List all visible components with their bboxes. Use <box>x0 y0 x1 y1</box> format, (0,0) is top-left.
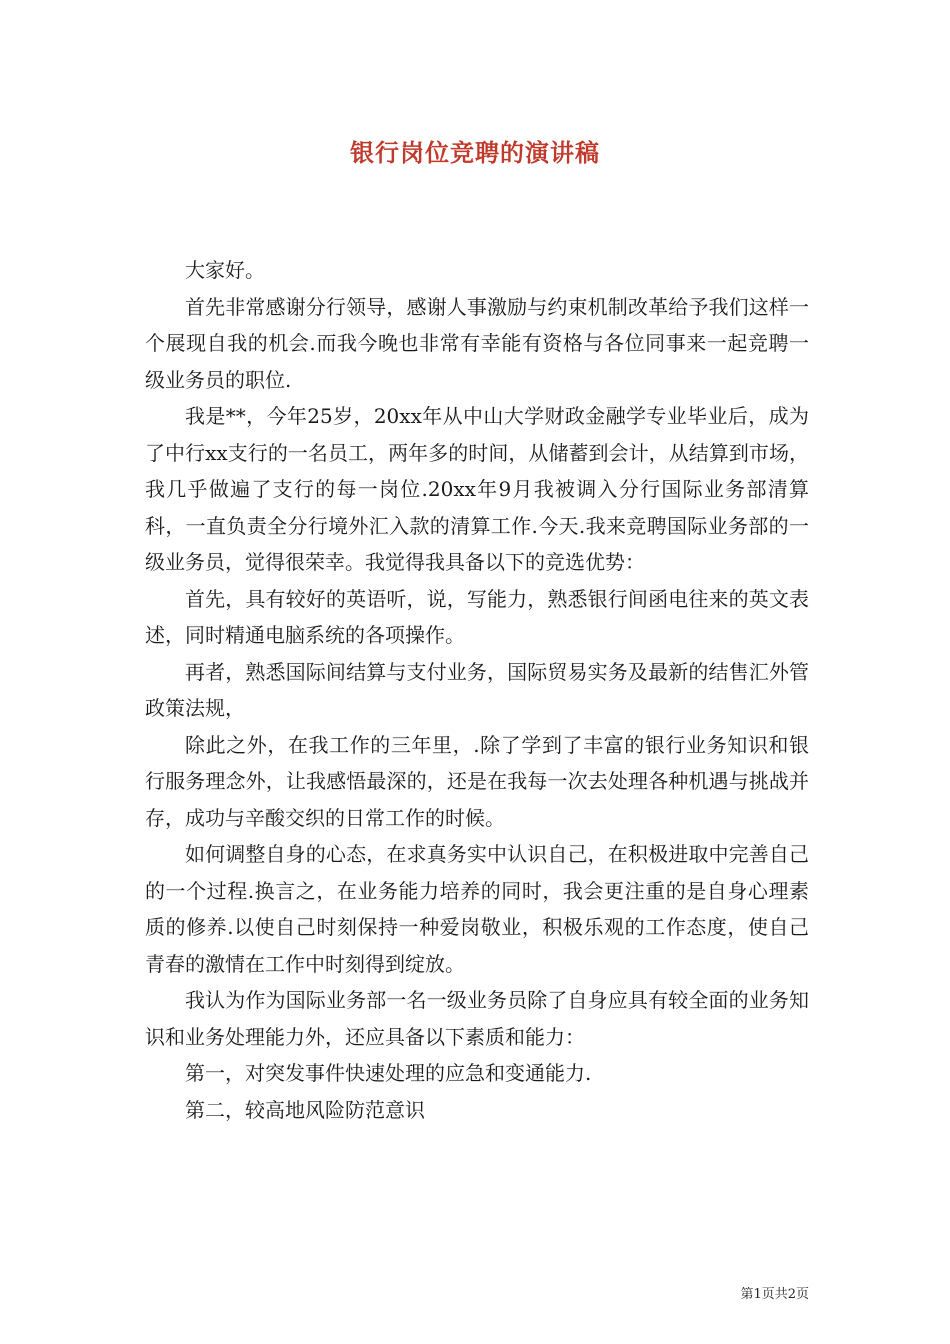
paragraph-thanks: 首先非常感谢分行领导，感谢人事激励与约束机制改革给予我们这样一个展现自我的机会.而我今晚也非常有幸能有资格与各位同事来一起竞聘一级业务员的职位. <box>145 294 809 392</box>
page-number-footer: 第1页共2页 <box>740 1287 809 1302</box>
paragraph-qualities-intro: 我认为作为国际业务部一名一级业务员除了自身应具有较全面的业务知识和业务处理能力外，还应具备以下素质和能力： <box>145 988 809 1049</box>
paragraph-advantage-business: 再者，熟悉国际间结算与支付业务，国际贸易实务及最新的结售汇外管政策法规， <box>145 659 809 720</box>
paragraph-quality-second: 第二，较高地风险防范意识 <box>185 1097 425 1122</box>
paragraph-introduction: 我是**，今年25岁，20xx年从中山大学财政金融学专业毕业后，成为了中行xx支行的一名员工，两年多的时间，从储蓄到会计，从结算到市场，我几乎做遍了支行的每一岗位.20xx年9月我被调入分行国际业务部清算科，一直负责全分行境外汇入款的清算工作.今天.我来竞聘国际业务部的一级业务员，觉得很荣幸。我觉得我具备以下的竞选优势： <box>145 404 809 574</box>
paragraph-advantage-language: 首先，具有较好的英语听，说，写能力，熟悉银行间函电往来的英文表述，同时精通电脑系统的各项操作。 <box>145 586 809 647</box>
paragraph-greeting: 大家好。 <box>185 258 265 282</box>
paragraph-experience: 除此之外，在我工作的三年里，.除了学到了丰富的银行业务知识和银行服务理念外，让我感悟最深的，还是在我每一次去处理各种机遇与挑战并存，成功与辛酸交织的日常工作的时候。 <box>145 732 809 830</box>
document-body <box>145 252 809 1128</box>
document-title: 银行岗位竞聘的演讲稿 <box>350 138 600 167</box>
paragraph-quality-first: 第一，对突发事件快速处理的应急和变通能力. <box>185 1061 592 1085</box>
paragraph-mindset: 如何调整自身的心态，在求真务实中认识自己，在积极进取中完善自己的一个过程.换言之，在业务能力培养的同时，我会更注重的是自身心理素质的修养.以使自己时刻保持一种爱岗敬业，积极乐观的工作态度，使自己青春的激情在工作中时刻得到绽放。 <box>145 842 809 976</box>
